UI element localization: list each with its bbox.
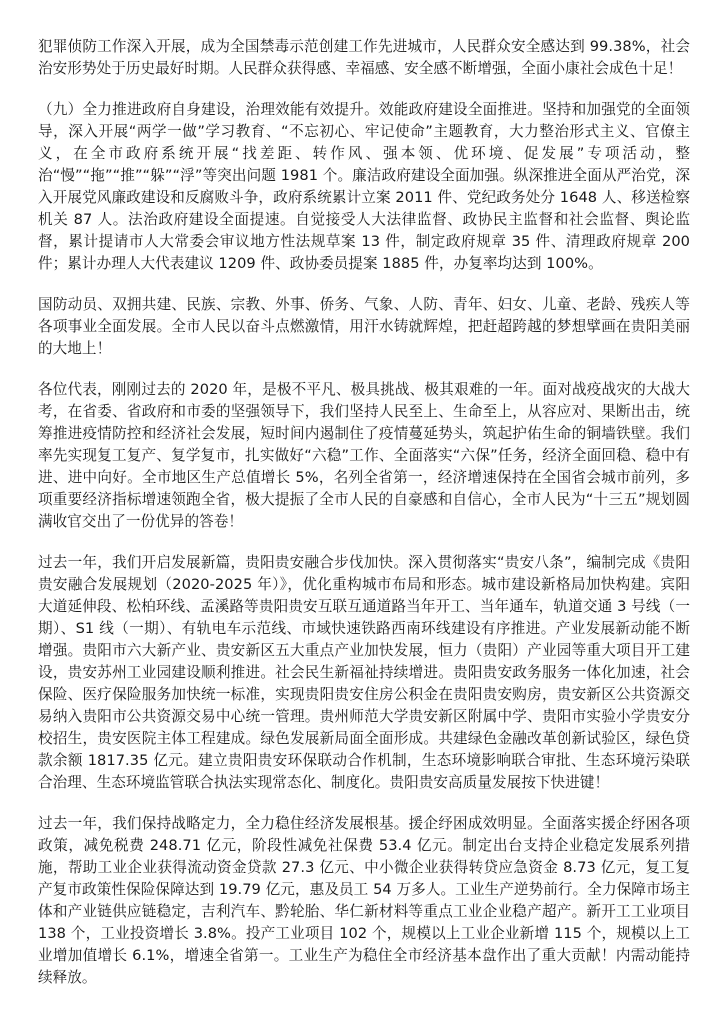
paragraph-2020-review: 各位代表，刚刚过去的 2020 年，是极不平凡、极具挑战、极其艰难的一年。面对战疫战灾的大战大考，在省委、省政府和市委的坚强领导下，我们坚持人民至上、生命至上，从容应对、果断出击，统筹推进疫情防控和经济社会发展，短时间内遏制住了疫情蔓延势头，筑起护佑生命的铜墙铁壁。我们率先实现复工复产、复学复市，扎实做好“六稳”工作、全面落实“六保”任务，经济全面回稳、稳中有进、进中向好。全市地区生产总值增长 5%，名列全省第一，经济增速保持在全国省会城市前列，多项重要经济指标增速领跑全省，极大提振了全市人民的自豪感和自信心，全市人民为“十三五”规划圆满收官交出了一份优异的答卷！	[38, 381, 690, 530]
paragraph-guiyang-guian-integration: 过去一年，我们开启发展新篇，贵阳贵安融合步伐加快。深入贯彻落实“贵安八条”，编制完成《贵阳贵安融合发展规划（2020-2025 年）》，优化重构城市布局和形态。城市建设新格局加快构建。宾阳大道延伸段、松柏环线、孟溪路等贵阳贵安互联互通道路当年开工、当年通车，轨道交通 3 号线（一期）、S1 线（一期）、有轨电车示范线、市域快速铁路西南环线建设有序推进。产业发展新动能不断增强。贵阳市六大新产业、贵安新区五大重点产业加快发展，恒力（贵阳）产业园等重大项目开工建设，贵安苏州工业园建设顺利推进。社会民生新福祉持续增进。贵阳贵安政务服务一体化加速，社会保险、医疗保险服务加快统一标准，实现贵阳贵安住房公积金在贵阳贵安购房，贵安新区公共资源交易纳入贵阳市公共资源交易中心统一管理。贵州师范大学贵安新区附属中学、贵阳市实验小学贵安分校招生，贵安医院主体工程建成。绿色发展新局面全面形成。共建绿色金融改革创新试验区，绿色贷款余额 1817.35 亿元。建立贵阳贵安环保联动合作机制，生态环境影响联合审批、生态环境污染联合治理、生态环境监管联合执法实现常态化、制度化。贵阳贵安高质量发展按下快进键！	[38, 554, 690, 791]
paragraph-economic-stability: 过去一年，我们保持战略定力，全力稳住经济发展根基。援企纾困成效明显。全面落实援企纾困各项政策，减免税费 248.71 亿元，阶段性减免社保费 53.4 亿元。制定出台支持企业稳定发展系列措施，帮助工业企业获得流动资金贷款 27.3 亿元、中小微企业获得转贷应急资金 8.73 亿元，复工复产复市政策性保险保障达到 19.79 亿元，惠及员工 54 万多人。工业生产逆势前行。全力保障市场主体和产业链供应链稳定，吉利汽车、黔轮胎、华仁新材料等重点工业企业稳产超产。新开工工业项目 138 个，工业投资增长 3.8%。投产工业项目 102 个，规模以上工业企业新增 115 个，规模以上工业增加值增长 6.1%，增速全省第一。工业生产为稳住全市经济基本盘作出了重大贡献！内需动能持续释放。	[38, 815, 690, 986]
paragraph-social-undertakings: 国防动员、双拥共建、民族、宗教、外事、侨务、气象、人防、青年、妇女、儿童、老龄、残疾人等各项事业全面发展。全市人民以奋斗点燃激情，用汗水铸就辉煌，把赶超跨越的梦想擘画在贵阳美丽的大地上！	[38, 296, 690, 357]
paragraph-government-self-building: （九）全力推进政府自身建设，治理效能有效提升。效能政府建设全面推进。坚持和加强党的全面领导，深入开展“两学一做”学习教育、“不忘初心、牢记使命”主题教育，大力整治形式主义、官僚主义，在全市政府系统开展“找差距、转作风、强本领、优环境、促发展”专项活动，整治“慢”“拖”“推”“躲”“浮”等突出问题 1981 个。廉洁政府建设全面加强。纵深推进全面从严治党，深入开展党风廉政建设和反腐败斗争，政府系统累计立案 2011 件、党纪政务处分 1648 人、移送检察机关 87 人。法治政府建设全面提速。自觉接受人大法律监督、政协民主监督和社会监督、舆论监督，累计提请市人大常委会审议地方性法规草案 13 件，制定政府规章 35 件、清理政府规章 200 件；累计办理人大代表建议 1209 件、政协委员提案 1885 件，办复率均达到 100%。	[38, 101, 690, 272]
document-page	[38, 36, 690, 1006]
paragraph-public-security: 犯罪侦防工作深入开展，成为全国禁毒示范创建工作先进城市，人民群众安全感达到 99.38%，社会治安形势处于历史最好时期。人民群众获得感、幸福感、安全感不断增强，全面小康社会成色十足！	[38, 38, 690, 77]
